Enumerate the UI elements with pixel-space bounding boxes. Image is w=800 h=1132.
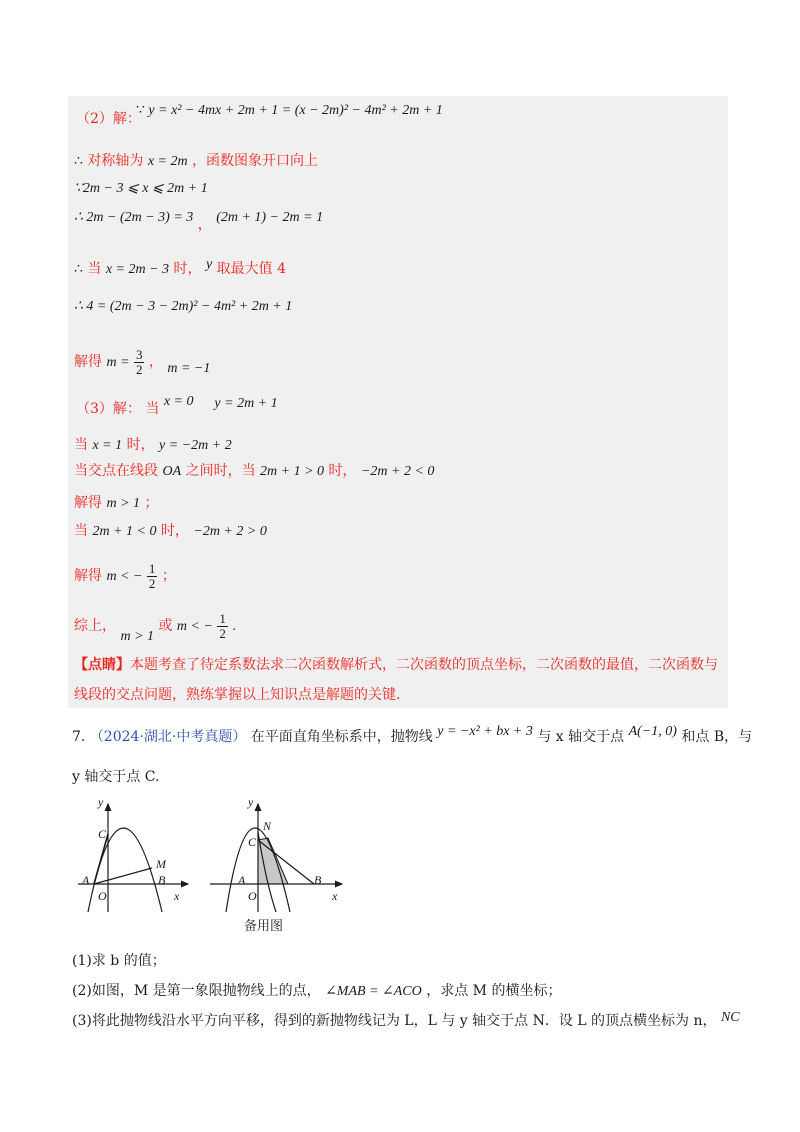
- figure-1: [78, 795, 188, 912]
- fraction-1-2-summary: $\frac{1}{2}$: [219, 610, 226, 641]
- case2-line: 当 2m + 1 < 0 时， −2m + 2 > 0: [74, 523, 267, 539]
- fig1-c-label: C: [98, 827, 107, 841]
- fraction-3-2: $\frac{3}{2}$: [135, 346, 143, 377]
- figure-2: [210, 795, 342, 912]
- fig2-y-label: y: [248, 795, 254, 809]
- part2-equation: ∵ y = x² − 4mx + 2m + 1 = (x − 2m)² − 4m² + 2m + 1: [136, 103, 443, 118]
- part3-line: （3）解： 当 x = 0 y = 2m + 1: [76, 394, 278, 417]
- part2-line: [76, 110, 141, 128]
- figures: [70, 792, 360, 942]
- subquestion-3: (3)将此抛物线沿水平方向平移，得到的新抛物线记为 L，L 与 y 轴交于点 N．设 L 的顶点横坐标为 n， NC: [72, 1010, 740, 1029]
- fig2-c-label: C: [248, 835, 257, 849]
- fig2-b-label: B: [314, 873, 322, 887]
- fig1-b-label: B: [158, 873, 166, 887]
- summary-line: 综上， m > 1 或 m < − $\frac{1}{2}$ .: [74, 610, 236, 644]
- subquestion-2: (2)如图，M 是第一象限抛物线上的点， ∠MAB = ∠ACO ，求点 M 的横坐标；: [72, 983, 562, 999]
- question-line-2: y 轴交于点 C.: [72, 769, 160, 785]
- part2-label: （2）解：: [76, 111, 141, 127]
- fig1-o-label: O: [98, 889, 107, 903]
- question-line-1: 7. （2024·湖北·中考真题） 在平面直角坐标系中，抛物线 y = −x² + bx + 3 与 x 轴交于点 A(−1, 0) 和点 B，与: [72, 724, 753, 745]
- figure-caption: 备用图: [244, 919, 284, 934]
- solve-line: 解得 m = $\frac{3}{2}$ ， m = −1: [74, 346, 211, 377]
- range-line: ∵2m − 3 ⩽ x ⩽ 2m + 1: [74, 181, 208, 196]
- fig1-a-label: A: [82, 873, 90, 887]
- fig2-o-label: O: [248, 889, 257, 903]
- axis-line: ∴ 对称轴为 x = 2m ，函数图象开口向上: [74, 153, 319, 169]
- fig2-n-label: N: [263, 819, 272, 833]
- solution-box: [68, 96, 728, 708]
- fig2-a-label: A: [238, 873, 246, 887]
- comment-line-1: 【点睛】本题考查了待定系数法求二次函数解析式，二次函数的顶点坐标，二次函数的最值，二次函数与: [74, 657, 718, 673]
- result1-line: 解得 m > 1 ；: [74, 495, 159, 511]
- x1-line: 当 x = 1 时， y = −2m + 2: [74, 437, 232, 453]
- fig1-y-label: y: [98, 795, 104, 809]
- fig1-x-label: x: [174, 889, 180, 903]
- subquestion-1: (1)求 b 的值；: [72, 953, 166, 969]
- fig2-x-label: x: [332, 889, 338, 903]
- eq4-line: ∴ 4 = (2m − 3 − 2m)² − 4m² + 2m + 1: [74, 299, 293, 314]
- result2-line: 解得 m < − $\frac{1}{2}$ ；: [74, 560, 176, 591]
- comment-line-2: 线段的交点问题，熟练掌握以上知识点是解题的关键.: [74, 687, 401, 703]
- fraction-1-2: $\frac{1}{2}$: [148, 560, 156, 591]
- segment-line: 当交点在线段 OA 之间时，当 2m + 1 > 0 时， −2m + 2 < 0: [74, 463, 435, 479]
- fig1-m-label: M: [156, 857, 166, 871]
- diff-line: ∴ 2m − (2m − 3) = 3 ， (2m + 1) − 2m = 1: [74, 210, 324, 233]
- max-line: ∴ 当 x = 2m − 3 时， y 取最大值 4: [74, 257, 286, 277]
